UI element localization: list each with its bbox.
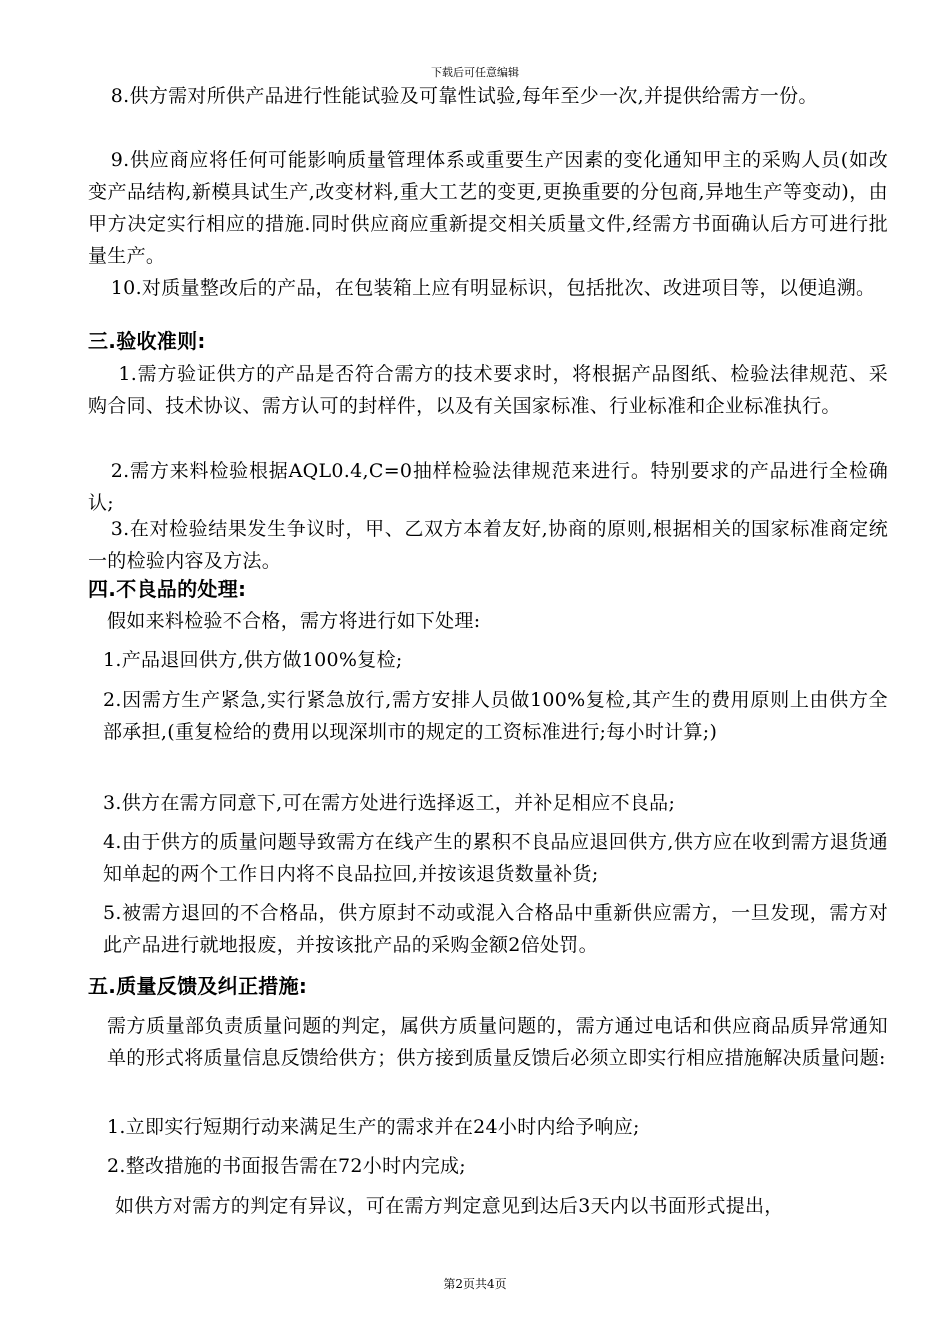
feedback-item-2: 2.整改措施的书面报告需在72小时内完成; bbox=[107, 1155, 467, 1177]
defects-item-5: 5.被需方退回的不合格品，供方原封不动或混入合格品中重新供应需方，一旦发现，需方对此产品进行就地报废，并按该批产品的采购金额2倍处罚。 bbox=[103, 902, 888, 956]
acceptance-item-3: 3.在对检验结果发生争议时，甲、乙双方本着友好,协商的原则,根据相关的国家标准商定统一的检验内容及方法。 bbox=[88, 518, 888, 572]
defects-item-2: 2.因需方生产紧急,实行紧急放行,需方安排人员做100%复检,其产生的费用原则上由供方全部承担,(重复检给的费用以现深圳市的规定的工资标准进行;每小时计算;) bbox=[103, 689, 888, 743]
defects-item-4: 4.由于供方的质量问题导致需方在线产生的累积不良品应退回供方,供方应在收到需方退货通知单起的两个工作日内将不良品拉回,并按该退货数量补货; bbox=[103, 831, 888, 885]
defects-item-3: 3.供方在需方同意下,可在需方处进行选择返工，并补足相应不良品; bbox=[103, 792, 676, 814]
clause-8: 8.供方需对所供产品进行性能试验及可靠性试验,每年至少一次,并提供给需方一份。 bbox=[110, 85, 818, 107]
section-heading-feedback: 五.质量反馈及纠正措施: bbox=[88, 974, 308, 998]
acceptance-item-1: 1.需方验证供方的产品是否符合需方的技术要求时，将根据产品图纸、检验法律规范、采购合同、技术协议、需方认可的封样件，以及有关国家标准、行业标准和企业标准执行。 bbox=[88, 363, 888, 417]
page-number: 第2页共4页 bbox=[443, 1277, 507, 1291]
defects-intro: 假如来料检验不合格，需方将进行如下处理: bbox=[107, 610, 481, 632]
page-header-note: 下载后可任意编辑 bbox=[431, 66, 519, 79]
clause-10: 10.对质量整改后的产品，在包装箱上应有明显标识，包括批次、改进项目等，以便追溯。 bbox=[110, 277, 876, 299]
clause-9: 9.供应商应将任何可能影响质量管理体系或重要生产因素的变化通知甲主的采购人员(如改变产品结构,新模具试生产,改变材料,重大工艺的变更,更换重要的分包商,异地生产等变动)，由甲方决定实行相应的措施.同时供应商应重新提交相关质量文件,经需方书面确认后方可进行批量生产。 bbox=[88, 149, 888, 267]
section-heading-acceptance: 三.验收准则: bbox=[88, 329, 206, 353]
acceptance-item-2: 2.需方来料检验根据AQL0.4,C=0抽样检验法律规范来进行。特别要求的产品进行全检确认; bbox=[88, 460, 888, 514]
feedback-intro: 需方质量部负责质量问题的判定，属供方质量问题的，需方通过电话和供应商品质异常通知单的形式将质量信息反馈给供方；供方接到质量反馈后必须立即实行相应措施解决质量问题: bbox=[107, 1015, 888, 1069]
defects-item-1: 1.产品退回供方,供方做100%复检; bbox=[103, 649, 403, 671]
section-heading-defects: 四.不良品的处理: bbox=[88, 577, 247, 601]
feedback-objection-note: 如供方对需方的判定有异议，可在需方判定意见到达后3天内以书面形式提出， bbox=[115, 1195, 784, 1217]
feedback-item-1: 1.立即实行短期行动来满足生产的需求并在24小时内给予响应; bbox=[107, 1116, 640, 1138]
